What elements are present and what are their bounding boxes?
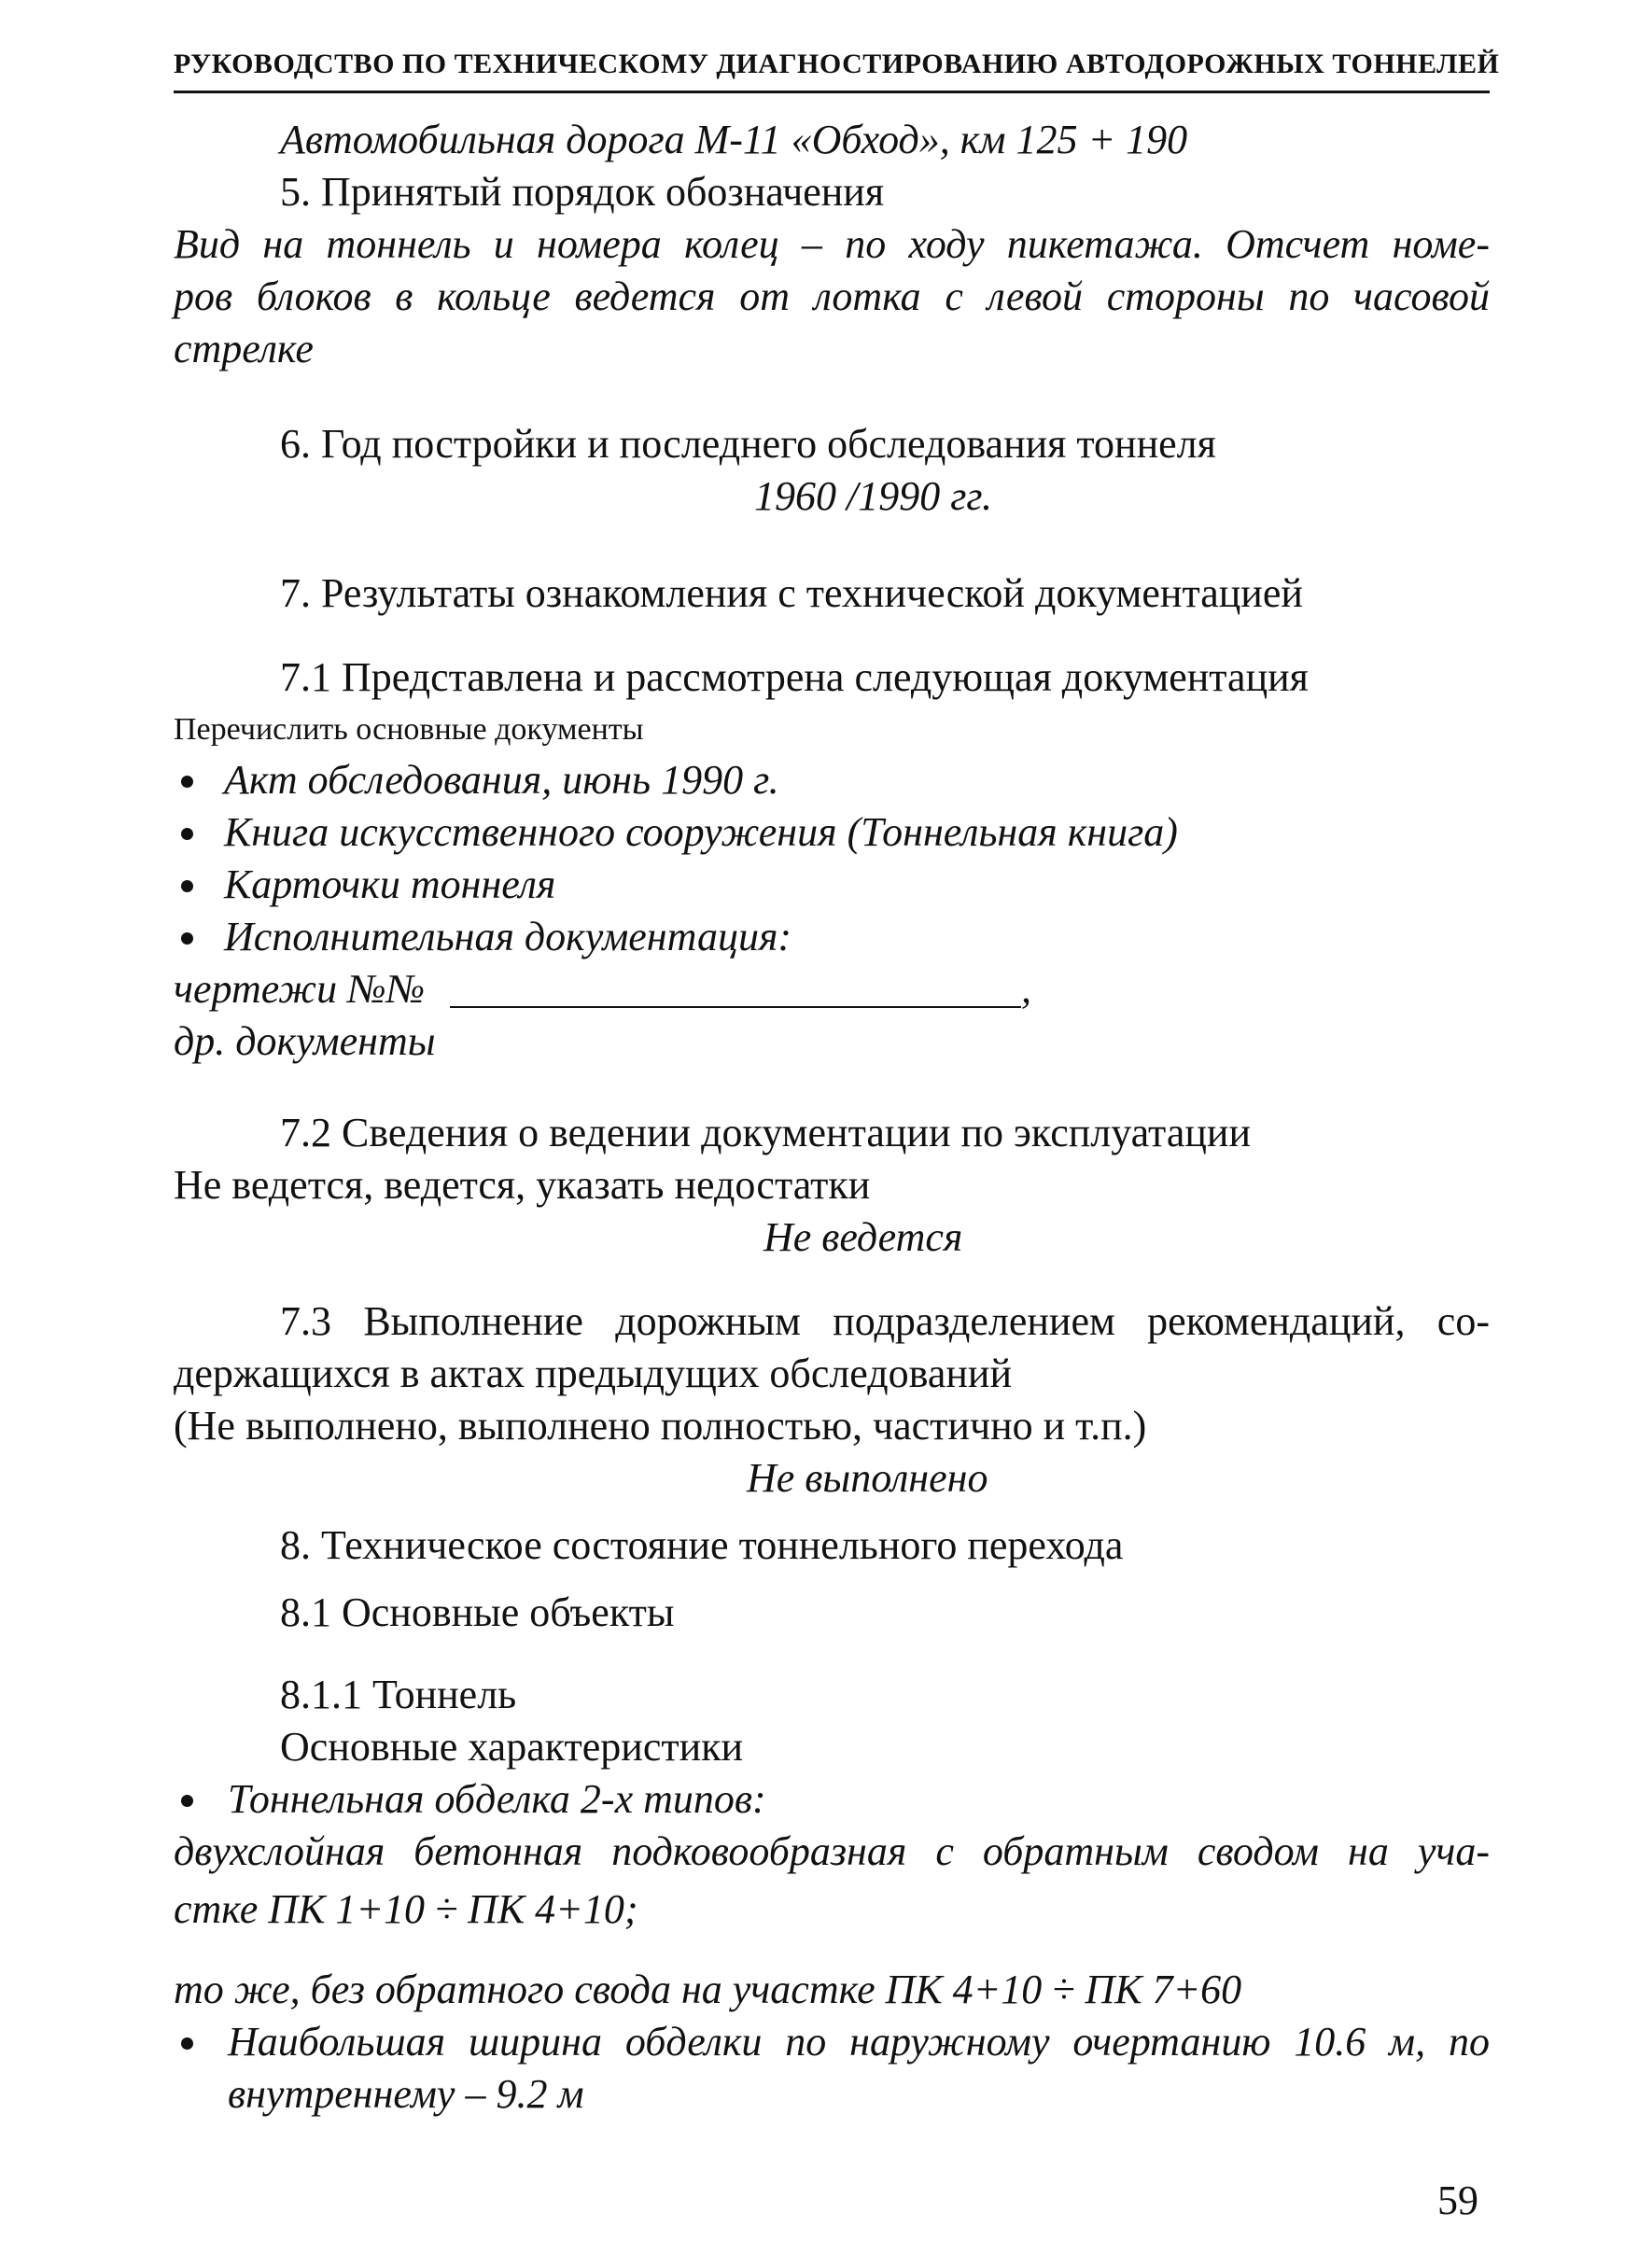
- header-rule: [174, 91, 1490, 93]
- doc-list-item: Карточки тоннеля: [224, 861, 556, 907]
- bullet-dot: [181, 1795, 193, 1807]
- road-line: Автомобильная дорога М-11 «Обход», км 125 + 190: [280, 117, 1188, 162]
- section-8-1-heading: 8.1 Основные объекты: [280, 1589, 675, 1635]
- lining-bullet: Тоннельная обделка 2-х типов:: [228, 1776, 766, 1822]
- page-number: 59: [1437, 2177, 1478, 2223]
- width-bullet-line-1: Наибольшая ширина обделки по наружному очертанию 10.6 м, по: [228, 2019, 1490, 2065]
- doc-list-item: Исполнительная документация:: [224, 914, 792, 959]
- section-7-1-heading: 7.1 Представлена и рассмотрена следующая документация: [280, 654, 1309, 700]
- section-7-1-note: Перечислить основные документы: [174, 712, 644, 747]
- section-5-heading: 5. Принятый порядок обозначения: [280, 169, 885, 215]
- section-8-heading: 8. Техническое состояние тоннельного перехода: [280, 1522, 1124, 1568]
- doc-list-item: Книга искусственного сооружения (Тоннельная книга): [224, 809, 1178, 855]
- bullet-dot: [181, 880, 193, 892]
- bullet-dot: [181, 776, 193, 788]
- section-5-text-line-1: Вид на тоннель и номера колец – по ходу пикетажа. Отсчет номе-: [174, 221, 1490, 267]
- section-7-heading: 7. Результаты ознакомления с технической документацией: [280, 570, 1303, 616]
- bullet-dot: [181, 932, 193, 945]
- drawings-label: чертежи №№: [174, 966, 426, 1012]
- other-documents: др. документы: [174, 1018, 436, 1064]
- lining-text-line-1: двухслойная бетонная подковообразная с обратным сводом на уча-: [174, 1828, 1490, 1874]
- lining-text-line-3: то же, без обратного свода на участке ПК 4+10 ÷ ПК 7+60: [174, 1967, 1242, 2012]
- section-8-1-1-subheading: Основные характеристики: [280, 1724, 744, 1770]
- section-5-text-line-3: стрелке: [174, 326, 314, 371]
- section-7-2-prompt: Не ведется, ведется, указать недостатки: [174, 1162, 871, 1208]
- section-7-3-heading-line-2: держащихся в актах предыдущих обследований: [174, 1351, 1013, 1396]
- section-7-3-value: Не выполнено: [747, 1455, 988, 1501]
- section-5-text-line-2: ров блоков в кольце ведется от лотка с левой стороны по часовой: [174, 273, 1490, 319]
- width-bullet-line-2: внутреннему – 9.2 м: [228, 2071, 584, 2117]
- doc-list-item: Акт обследования, июнь 1990 г.: [224, 757, 779, 803]
- drawings-blank-line: [450, 1006, 1021, 1008]
- section-7-3-prompt: (Не выполнено, выполнено полностью, частично и т.п.): [174, 1403, 1147, 1449]
- section-7-2-heading: 7.2 Сведения о ведении документации по эксплуатации: [280, 1110, 1251, 1155]
- running-header: РУКОВОДСТВО ПО ТЕХНИЧЕСКОМУ ДИАГНОСТИРОВАНИЮ АВТОДОРОЖНЫХ ТОННЕЛЕЙ: [174, 49, 1500, 79]
- bullet-dot: [181, 828, 193, 840]
- section-7-3-heading-line-1: 7.3 Выполнение дорожным подразделением рекомендаций, со-: [280, 1298, 1490, 1344]
- section-8-1-1-heading: 8.1.1 Тоннель: [280, 1672, 517, 1717]
- section-6-heading: 6. Год постройки и последнего обследования тоннеля: [280, 421, 1216, 467]
- bullet-dot: [181, 2037, 193, 2050]
- drawings-comma: ,: [1021, 966, 1031, 1012]
- section-6-value: 1960 /1990 гг.: [754, 473, 992, 519]
- section-7-2-value: Не ведется: [763, 1214, 963, 1260]
- lining-text-line-2: стке ПК 1+10 ÷ ПК 4+10;: [174, 1886, 638, 1932]
